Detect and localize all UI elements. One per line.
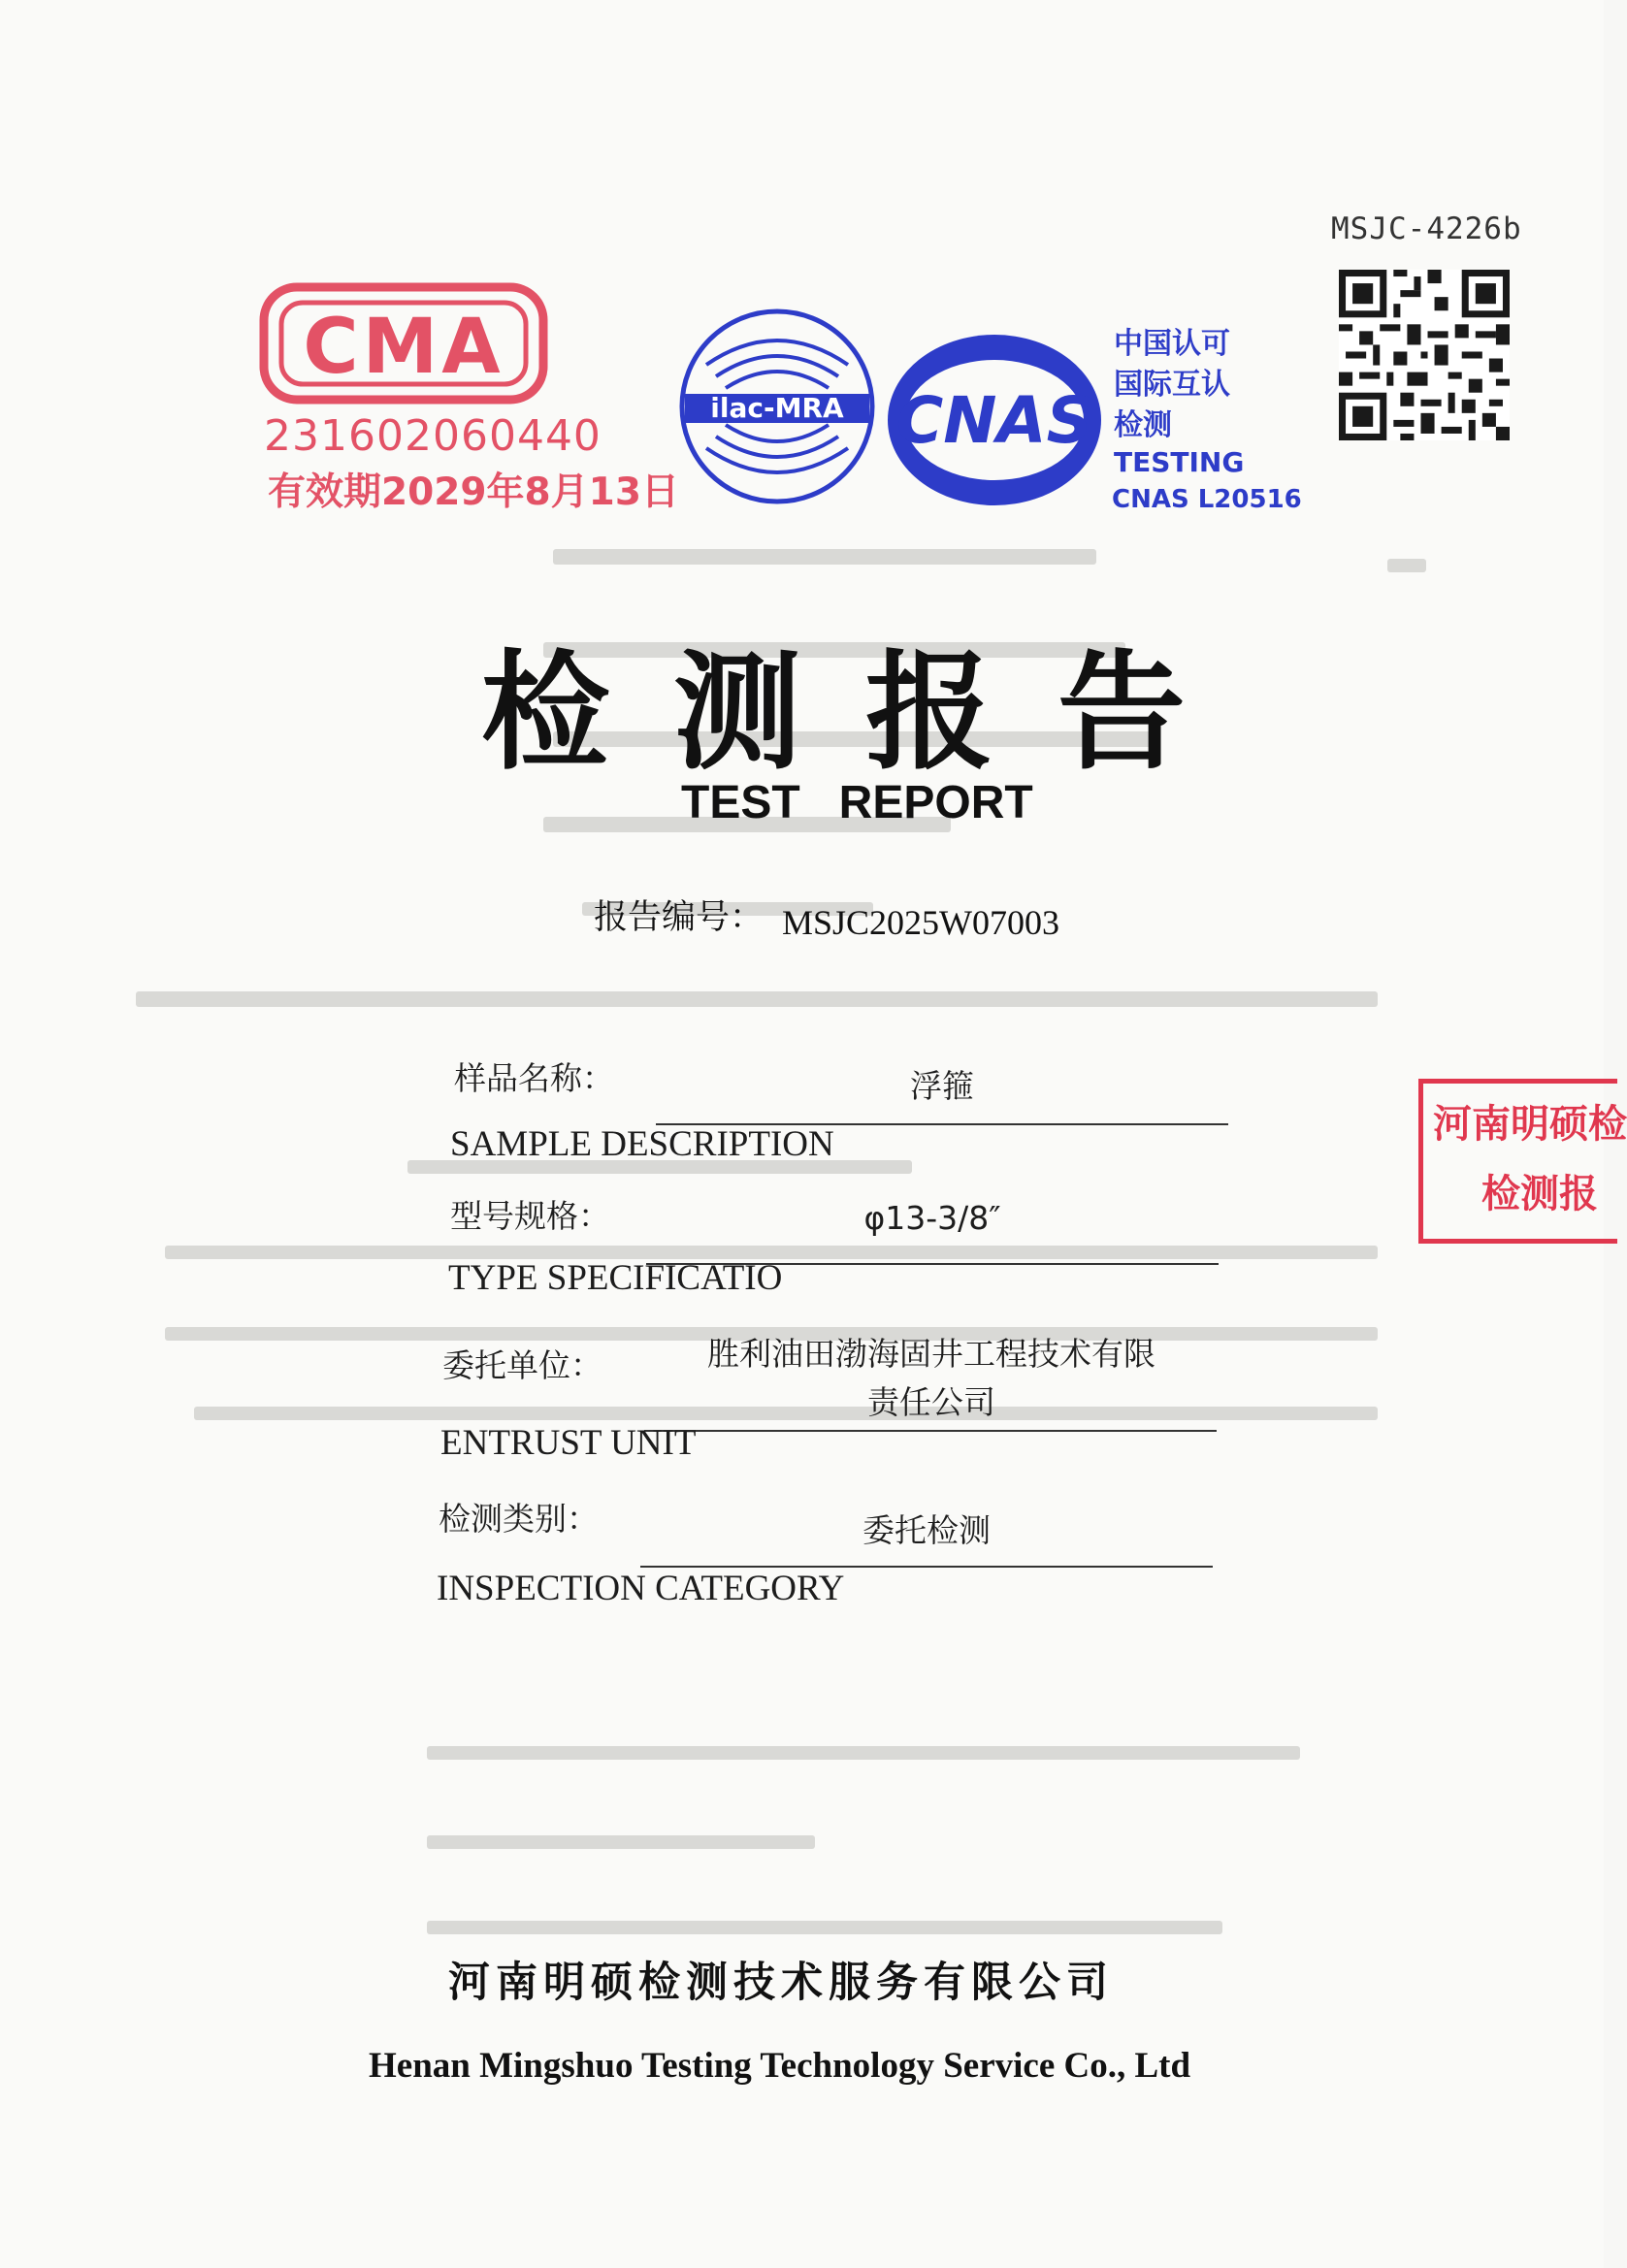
qr-code-icon (1339, 270, 1510, 440)
company-name-en: Henan Mingshuo Testing Technology Service Co., Ltd (369, 2046, 1191, 2086)
sample-description-label-en: SAMPLE DESCRIPTION (450, 1124, 834, 1164)
entrust-unit-label: 委托单位： (442, 1346, 602, 1384)
stamp-line2: 检测报 (1481, 1172, 1598, 1216)
cnas-zh-line: 中国认可 (1114, 327, 1230, 361)
type-spec-value: φ13-3/8″ (863, 1199, 1001, 1237)
cma-validity: 有效期2029年8月13日 (268, 470, 679, 514)
document-code: MSJC-4226b (1331, 211, 1522, 246)
cnas-testing-label: TESTING (1114, 446, 1245, 478)
svg-text:ilac-MRA: ilac-MRA (710, 392, 844, 424)
svg-text:CNAS: CNAS (895, 383, 1093, 458)
company-seal-stamp (1418, 1079, 1627, 1244)
cma-logo (260, 283, 547, 404)
type-spec-label-en: TYPE SPECIFICATIO (448, 1258, 783, 1298)
inspection-category-label-en: INSPECTION CATEGORY (437, 1569, 845, 1608)
svg-text:CMA: CMA (303, 304, 504, 391)
report-title-zh: 检测报告 (481, 637, 1250, 788)
cnas-accreditation-id: CNAS L20516 (1112, 485, 1302, 514)
entrust-unit-label-en: ENTRUST UNIT (440, 1423, 697, 1463)
ilac-mra-logo (677, 307, 877, 506)
type-spec-label: 型号规格： (450, 1197, 610, 1235)
stamp-line1: 河南明硕检 (1433, 1102, 1627, 1147)
inspection-category-label: 检测类别： (439, 1500, 599, 1538)
report-title-en: TEST REPORT (681, 777, 1033, 828)
cnas-zh-line: 国际互认 (1114, 368, 1230, 402)
cnas-zh-line: 检测 (1114, 408, 1172, 442)
sample-name-label: 样品名称： (454, 1059, 614, 1097)
company-name-zh: 河南明硕检测技术服务有限公司 (448, 1959, 1114, 2007)
cma-number: 231602060440 (264, 411, 602, 461)
cnas-chinese-text (1114, 324, 1230, 446)
entrust-unit-underline (644, 1430, 1217, 1432)
report-number: MSJC2025W07003 (782, 903, 1060, 942)
inspection-category-value: 委托检测 (862, 1511, 991, 1549)
sample-name-value: 浮箍 (910, 1067, 974, 1105)
entrust-unit-value-line1: 胜利油田渤海固井工程技术有限 (707, 1335, 1155, 1373)
cnas-logo (883, 328, 1106, 512)
entrust-unit-value-line2: 责任公司 (867, 1383, 995, 1421)
report-number-label: 报告编号： (594, 898, 765, 937)
